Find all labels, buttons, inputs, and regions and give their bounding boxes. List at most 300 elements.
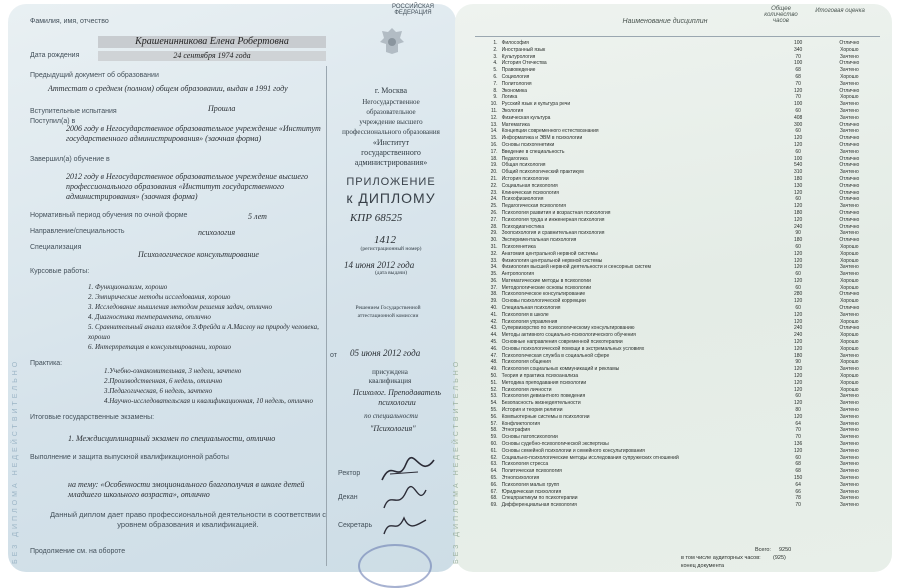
table-row [475,101,880,108]
subject-hours: 60 [795,305,801,312]
subject-name: Математика [501,121,530,128]
table-row [475,74,880,81]
subject-grade: Зачтено [839,427,859,434]
subject-name: Экология [501,107,524,114]
subject-number: 30. [490,237,498,244]
practice-label: Практика: [30,360,63,367]
subject-hours: 100 [793,101,803,108]
subject-name: Информатика и ЭВМ в психологии [501,135,583,142]
subject-grade: Отлично [839,87,860,94]
subject-number: 42. [490,318,498,325]
subject-hours: 120 [793,250,803,257]
subject-name: Клиническая психология [501,189,560,196]
subject-hours: 120 [793,386,803,393]
subject-grade: Отлично [839,121,860,128]
specialization-label: Специализация [30,244,82,251]
subject-name: Экономика [501,87,528,94]
subject-grade: Отлично [839,175,860,182]
subject-hours: 180 [793,352,803,359]
table-row [475,81,880,88]
subject-grade: Отлично [839,305,860,312]
table-row [475,88,880,95]
subject-grade: Зачтено [839,230,859,237]
subject-name: Физиология центральной нервной системы [501,257,603,264]
subject-name: Основы семейной психологии и семейного консультирования [501,447,645,454]
subject-hours: 540 [793,162,803,169]
table-row [475,224,880,231]
subject-grade: Зачтено [839,67,859,74]
subject-name: Культурология [501,53,536,60]
subject-hours: 120 [793,400,803,407]
table-row [475,353,880,360]
subject-number: 10. [490,101,498,108]
thesis-topic: на тему: «Особенности эмоционального благополучия в школе детей младшего школьного возраста», отлично [68,480,305,499]
table-row [475,468,880,475]
practice-item: 3.Педагогическая, 6 недель, зачтено [104,387,213,395]
subject-hours: 60 [795,393,801,400]
subject-number: 36. [490,277,498,284]
practice-list [104,366,328,406]
subject-name: Педагогическая психология [501,203,566,210]
subject-hours: 300 [793,121,803,128]
table-row [475,196,880,203]
subject-name: Физическая культура [501,114,551,121]
table-row [475,40,880,47]
state-exam-value: 1. Междисциплинарный экзамен по специальности, отлично [68,434,276,443]
table-row [475,461,880,468]
subject-number: 6. [493,73,498,80]
table-row [475,271,880,278]
surname-label: Фамилия, имя, отчество [30,18,109,25]
subject-name: Специальная психология [501,305,561,312]
subject-number: 56. [490,413,498,420]
duration-label: Нормативный период обучения по очной форме [30,212,188,219]
subject-hours: 120 [793,141,803,148]
subject-number: 43. [490,325,498,332]
city: г. Москва [374,86,408,95]
subject-name: Логика [501,94,518,101]
subject-name: Психология управления [501,318,558,325]
subject-hours: 70 [795,427,801,434]
table-row [475,156,880,163]
subject-grade: Хорошо [840,373,859,380]
subject-name: Конфликтология [501,420,540,427]
coursework-item: 4. Диагностика темперамента, отлично [88,313,211,321]
qualification: Психолог. Преподаватель психологии [352,388,442,407]
subject-grade: Зачтено [839,271,859,278]
subject-grade: Зачтено [839,400,859,407]
subject-number: 52. [490,386,498,393]
subject-number: 67. [490,488,498,495]
subject-grade: Зачтено [839,407,859,414]
total-label: Всего: [755,547,771,553]
subject-hours: 240 [793,332,803,339]
subject-grade: Хорошо [840,318,859,325]
subject-number: 11. [490,107,498,114]
practice-item: 4.Научно-исследовательская и квалификационная, 10 недель, отлично [104,397,314,405]
table-row [475,502,880,509]
subject-hours: 66 [795,488,801,495]
subject-number: 18. [490,155,498,162]
subject-grade: Хорошо [840,298,859,305]
direction-value: психология [198,228,236,237]
subjects-table [475,40,880,509]
subject-number: 25. [490,203,498,210]
subject-name: Психология малых групп [501,481,560,488]
subject-number: 2. [493,46,498,53]
subject-number: 1. [493,40,498,46]
subject-grade: Зачтено [839,311,859,318]
table-row [475,441,880,448]
subject-number: 54. [490,400,498,407]
subject-hours: 90 [795,359,801,366]
table-row [475,495,880,502]
subject-hours: 120 [793,257,803,264]
by-spec-label: по специальности [364,412,418,420]
subject-number: 34. [490,264,498,271]
subject-name: Социология [501,73,530,80]
subject-grade: Хорошо [840,332,859,339]
table-row [475,67,880,74]
table-row [475,407,880,414]
subject-hours: 68 [795,468,801,475]
subject-name: Иностранный язык [501,46,546,53]
subject-grade: Зачтено [839,264,859,271]
subject-number: 12. [490,114,498,121]
subject-grade: Отлично [839,216,860,223]
subject-number: 55. [490,407,498,414]
entrance-value: Прошла [208,104,236,113]
table-row [475,60,880,67]
specialization-value: Психологическое консультирование [138,250,259,259]
subject-hours: 120 [793,189,803,196]
org-line: администрирования» [354,158,428,167]
subject-grade: Отлично [839,155,860,162]
org-line: профессионального образования [342,128,440,136]
subject-hours: 120 [793,87,803,94]
subject-grade: Зачтено [839,366,859,373]
date-of-birth: 24 сентября 1974 года [98,51,326,61]
subject-number: 63. [490,461,498,468]
subject-number: 27. [490,216,498,223]
subject-number: 44. [490,332,498,339]
subject-name: Основы психологической помощи в экстремальных условиях [501,345,645,352]
coursework-item: 6. Интерпретация в консультировании, хорошо [88,343,231,351]
subject-hours: 180 [793,237,803,244]
subject-number: 64. [490,468,498,475]
table-row [475,278,880,285]
subject-number: 65. [490,475,498,481]
subject-name: Введение в специальность [501,148,565,155]
subject-name: Социально-психологические методы исследования супружеских отношений [501,454,679,461]
subject-name: Социальная психология [501,182,558,189]
subject-hours: 60 [795,271,801,278]
thesis-label: Выполнение и защита выпускной квалификационной работы [30,454,229,461]
subject-number: 19. [490,162,498,169]
table-row [475,393,880,400]
subject-number: 62. [490,454,498,461]
subject-grade: Отлично [839,141,860,148]
subject-grade: Хорошо [840,257,859,264]
org-line: Негосударственное [362,98,420,106]
subject-number: 17. [490,148,498,155]
subject-number: 58. [490,427,498,434]
subject-hours: 70 [795,53,801,60]
table-row [475,448,880,455]
subject-name: Психологическое консультирование [501,291,586,298]
subject-grade: Отлично [839,135,860,142]
subject-grade: Хорошо [840,284,859,291]
subject-hours: 340 [793,46,803,53]
dob-label: Дата рождения [30,52,80,59]
table-row [475,387,880,394]
subject-number: 31. [490,243,498,250]
table-row [475,183,880,190]
continuation-note: Продолжение см. на обороте [30,548,126,555]
subject-grade: Хорошо [840,94,859,101]
subject-grade: Хорошо [840,243,859,250]
coursework-label: Курсовые работы: [30,268,90,275]
subject-grade: Хорошо [840,339,859,346]
subject-hours: 68 [795,73,801,80]
subject-grade: Отлично [839,162,860,169]
from-label: от [330,352,337,359]
subject-hours: 408 [793,114,803,121]
subject-hours: 70 [795,80,801,87]
subject-number: 23. [490,189,498,196]
subject-name: Русский язык и культура речи [501,101,571,108]
total-hours: 9250 [779,547,792,553]
subject-hours: 120 [793,298,803,305]
subject-name: Основы психологической коррекции [501,298,586,305]
subject-name: Психология в школе [501,311,549,318]
commission-decision: Решением Государственной аттестационной комиссии [355,305,421,319]
specialty-name: "Психология" [370,424,416,433]
subject-grade: Отлично [839,325,860,332]
subject-hours: 120 [793,203,803,210]
subject-name: Психология общения [501,359,551,366]
subject-name: Этнография [501,427,531,434]
subject-name: Супервизорство по психологическому консультированию [501,325,635,332]
table-row [475,115,880,122]
completed-value: 2012 году в Негосударственное образовательное учреждение высшего профессионального образования «Институт государственного администрирования» (заочная форма) [66,172,308,201]
seal-stamp [358,544,432,588]
subject-hours: 70 [795,94,801,101]
subject-number: 46. [490,345,498,352]
awarded-label: присуждена квалификация [368,368,412,385]
subject-number: 35. [490,271,498,278]
table-row [475,203,880,210]
decision-date: 05 июня 2012 года [350,348,421,358]
subject-grade: Зачтено [839,420,859,427]
subject-grade: Отлично [839,291,860,298]
subject-name: Психология стресса [501,461,549,468]
table-row [475,325,880,332]
subject-grade: Зачтено [839,488,859,495]
coursework-item: 1. Функционализм, хорошо [88,283,168,291]
diploma-supplement-left-page [8,4,456,572]
subject-number: 49. [490,366,498,373]
subject-hours: 120 [793,345,803,352]
subject-hours: 100 [793,155,803,162]
auditory-label: в том числе аудиторных часов: [681,555,761,561]
table-row [475,421,880,428]
subject-hours: 60 [795,128,801,135]
table-row [475,455,880,462]
table-row [475,482,880,489]
subject-name: Концепции современного естествознания [501,128,599,135]
subject-number: 7. [493,80,498,87]
reg-number-caption: (регистрационный номер) [360,246,422,252]
subject-name: Общий психологический практикум [501,169,584,176]
table-row [475,149,880,156]
subject-hours: 120 [793,366,803,373]
secretary-signature [380,512,430,540]
subject-hours: 120 [793,339,803,346]
subject-number: 20. [490,169,498,176]
subject-hours: 120 [793,379,803,386]
student-name: Крашенинникова Елена Робертовна [98,36,326,48]
subject-grade: Зачтено [839,128,859,135]
table-row [475,319,880,326]
subject-number: 40. [490,305,498,312]
table-row [475,346,880,353]
enrolled-value: 2006 году в Негосударственное образовательное учреждение «Институт государственного администрирования» (заочная форма) [66,124,321,143]
secretary-label: Секретарь [338,522,373,529]
subject-name: Политология [501,80,532,87]
table-row [475,475,880,482]
subject-grade: Зачтено [839,148,859,155]
subject-number: 60. [490,441,498,448]
table-row [475,373,880,380]
subject-number: 16. [490,141,498,148]
table-row [475,237,880,244]
subject-name: Психофизиология [501,196,544,203]
subject-number: 4. [493,60,498,67]
subject-number: 61. [490,447,498,454]
subject-name: Математические методы в психологии [501,277,591,284]
completed-label: Завершил(а) обучение в [30,156,110,163]
subject-grade: Хорошо [840,250,859,257]
enrolled-label: Поступил(а) в [30,118,76,125]
subject-number: 33. [490,257,498,264]
subject-name: Психология девиантного поведения [501,393,586,400]
subject-grade: Отлично [839,196,860,203]
table-row [475,434,880,441]
subject-number: 13. [490,121,498,128]
table-row [475,190,880,197]
org-line: государственного [361,148,421,157]
table-row [475,400,880,407]
issue-date: 14 июня 2012 года [344,260,415,270]
subject-name: Антропология [501,271,534,278]
table-row [475,54,880,61]
table-row [475,169,880,176]
subject-hours: 180 [793,175,803,182]
subject-hours: 240 [793,325,803,332]
subject-hours: 60 [795,148,801,155]
subject-grade: Зачтено [839,114,859,121]
subject-number: 32. [490,250,498,257]
column-hours-header: Общее количество часов [764,6,798,24]
subject-name: Основные направления современной психотерапии [501,339,623,346]
subject-name: Юридическая психология [501,488,562,495]
subject-grade: Зачтено [839,169,859,176]
subject-hours: 240 [793,223,803,230]
subject-number: 68. [490,495,498,502]
table-row [475,47,880,54]
header-divider [475,36,880,37]
subject-hours: 80 [795,407,801,414]
subject-hours: 60 [795,243,801,250]
practice-item: 2.Производственная, 6 недель, отлично [104,377,223,385]
subject-name: Основы психогенетики [501,141,555,148]
table-row [475,264,880,271]
subject-grade: Зачтено [839,203,859,210]
subject-grade: Отлично [839,40,860,46]
subject-number: 8. [493,87,498,94]
table-row [475,339,880,346]
org-line: «Институт [372,138,410,147]
subject-grade: Хорошо [840,46,859,53]
subject-name: Физиология высшей нервной деятельности и сенсорных систем [501,264,651,271]
subject-number: 50. [490,373,498,380]
subject-name: Психология личности [501,386,552,393]
coursework-item: 5. Сравнительный анализ взглядов З.Фрейда и А.Маслоу на природу человека, хорошо [88,323,319,341]
watermark-left: БЕЗ ДИПЛОМА НЕДЕЙСТВИТЕЛЬНО [12,358,19,564]
subject-name: Компьютерные системы в психологии [501,413,590,420]
subject-grade: Зачтено [839,352,859,359]
subject-number: 15. [490,135,498,142]
subject-name: История Отечества [501,60,547,67]
subject-name: Психогенетика [501,243,536,250]
end-of-document: конец документа [681,563,725,569]
dean-label: Декан [338,494,358,501]
subject-number: 47. [490,352,498,359]
subject-hours: 68 [795,461,801,468]
coursework-item: 3. Исследование мышления методом решения задач, отлично [88,303,272,311]
subject-name: Психодиагностика [501,223,545,230]
subject-hours: 180 [793,209,803,216]
subject-hours: 120 [793,373,803,380]
subject-grade: Отлично [839,209,860,216]
subject-name: История психологии [501,175,549,182]
table-row [475,285,880,292]
subject-hours: 90 [795,230,801,237]
coat-of-arms-icon [378,26,406,56]
subject-grade: Отлично [839,237,860,244]
subject-hours: 120 [793,413,803,420]
subject-number: 9. [493,94,498,101]
rector-signature [378,454,438,488]
subject-name: Методологические основы психологии [501,284,592,291]
subject-grade: Зачтено [839,80,859,87]
duration-value: 5 лет [248,212,267,221]
subject-grade: Зачтено [839,495,859,502]
subject-hours: 280 [793,291,803,298]
subject-grade: Зачтено [839,461,859,468]
subject-hours: 100 [793,60,803,67]
subject-number: 14. [490,128,498,135]
table-row [475,108,880,115]
table-row [475,230,880,237]
subject-number: 37. [490,284,498,291]
practice-item: 1.Учебно-ознакомительная, 3 недели, зачтено [104,367,242,375]
subject-name: Психологическая служба в социальной сфере [501,352,610,359]
to-diploma-title: к ДИПЛОМУ [346,190,436,206]
subject-grade: Хорошо [840,386,859,393]
table-row [475,312,880,319]
